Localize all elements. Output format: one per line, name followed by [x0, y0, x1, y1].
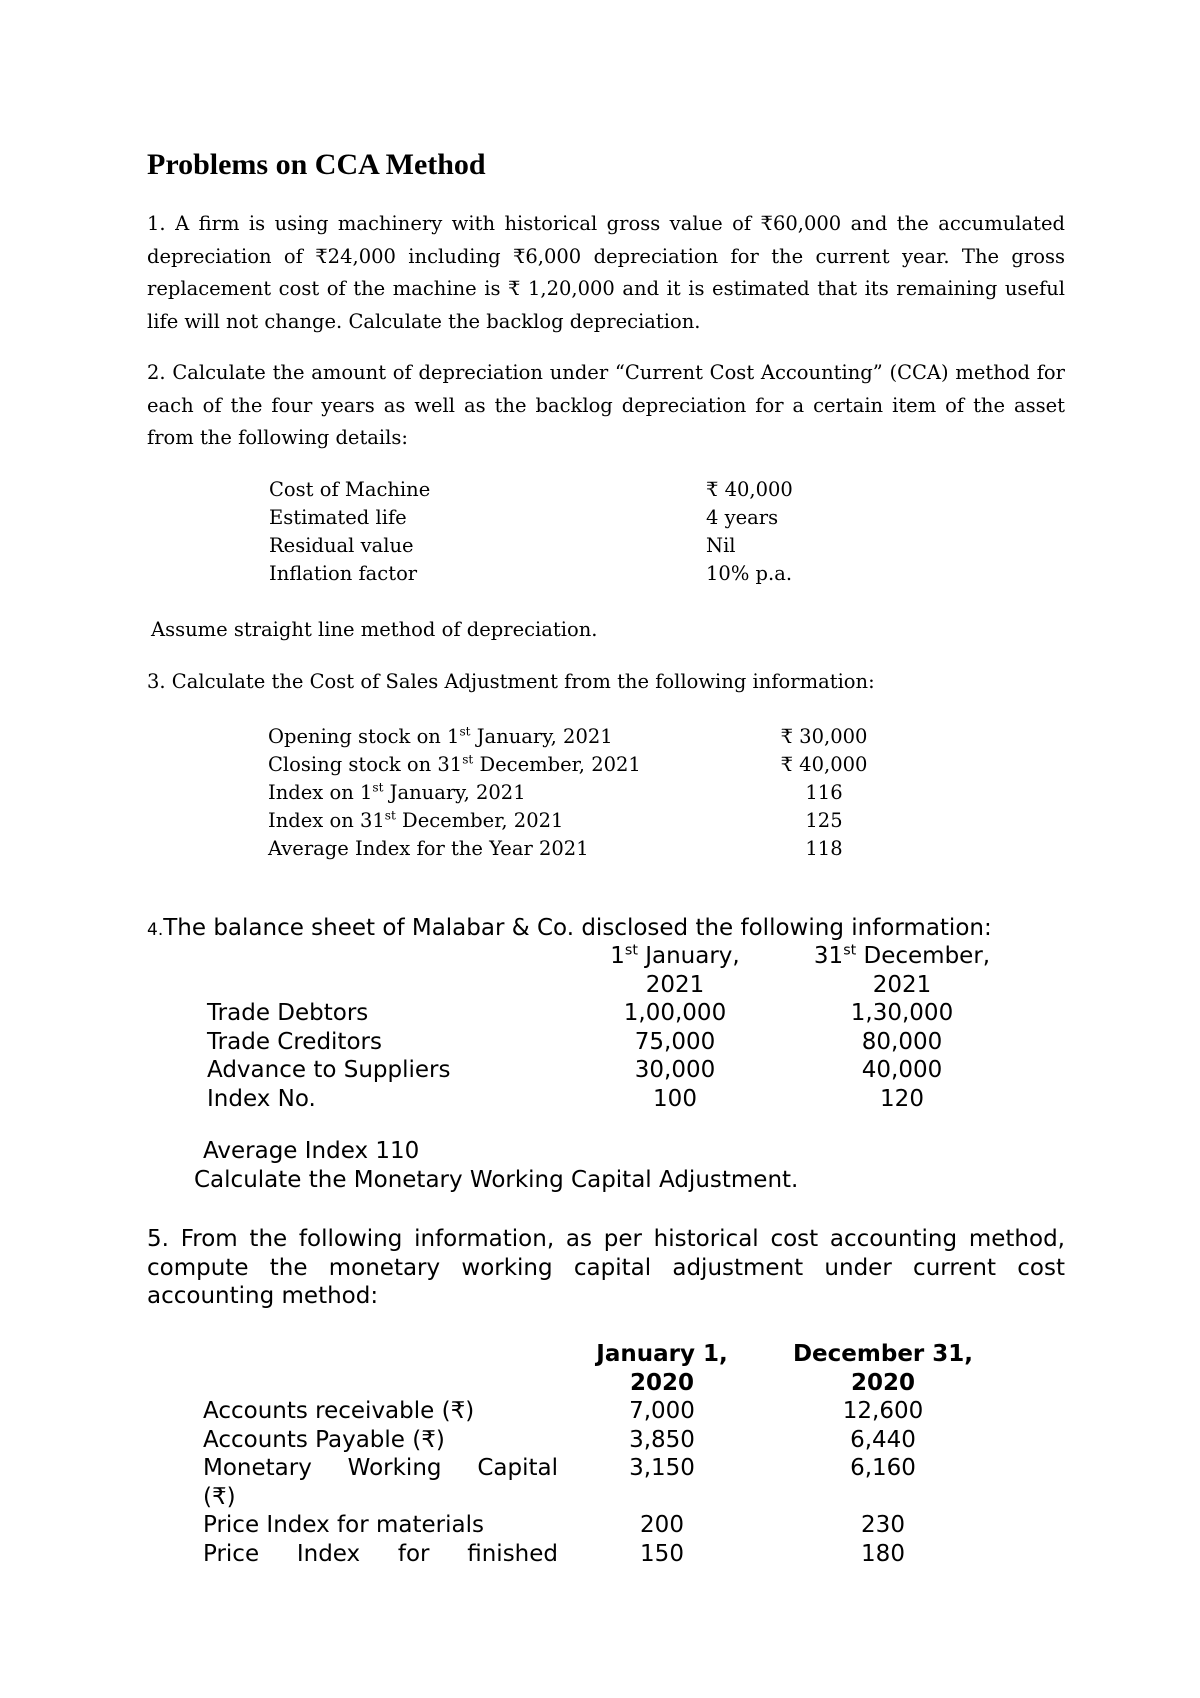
page-title: Problems on CCA Method	[147, 148, 486, 181]
column-header: December 31, 2020	[792, 1341, 974, 1396]
table-row	[268, 751, 888, 779]
detail-value: 125	[805, 809, 843, 832]
detail-value: Nil	[706, 534, 736, 557]
table-row	[268, 835, 888, 863]
table-row	[269, 532, 869, 560]
table-row: Accounts Payable (₹) 3,850 6,440	[203, 1426, 916, 1453]
question-2-details-table	[269, 476, 869, 588]
table-row	[268, 807, 888, 835]
question-4-average-index: Average Index 110	[203, 1138, 420, 1164]
table-row: Index No. 100 120	[207, 1085, 924, 1112]
detail-label: Index on 1st January, 2021	[268, 780, 526, 804]
question-number: 4.	[147, 920, 164, 940]
detail-value: 116	[805, 781, 843, 804]
table-row	[269, 476, 869, 504]
table-row	[269, 504, 869, 532]
table-row: Trade Debtors 1,00,000 1,30,000	[207, 1000, 954, 1026]
detail-label: Opening stock on 1st January, 2021	[268, 724, 613, 748]
table-row: Accounts receivable (₹) 7,000 12,600	[203, 1398, 924, 1424]
question-3-text: 3. Calculate the Cost of Sales Adjustment from the following information:	[147, 670, 875, 693]
question-5-text: 5. From the following information, as per historical cost accounting method, compute the monetary working capital adjustment under current cost accounting method:	[147, 1226, 1065, 1309]
table-row: Price Index for finished 150 180	[203, 1540, 905, 1567]
column-header: 1st January, 2021	[610, 942, 740, 998]
detail-label: Cost of Machine	[269, 478, 431, 501]
detail-label: Index on 31st December, 2021	[268, 808, 564, 832]
question-2-text: 2. Calculate the amount of depreciation under “Current Cost Accounting” (CCA) method for each of the four years as well as the backlog depreciation for a certain item of the asset from the following details:	[147, 361, 1065, 449]
detail-value: 10% p.a.	[706, 562, 793, 585]
table-row: Monetary Working Capital (₹) 3,150 6,160	[203, 1455, 916, 1510]
table-row	[268, 723, 888, 751]
question-1-text: 1. A firm is using machinery with historical gross value of ₹60,000 and the accumulated depreciation of ₹24,000 including ₹6,000 depreciation for the current year. The gross replacement cost of the machine is ₹ 1,20,000 and it is estimated that its remaining useful life will not change. Calculate the backlog depreciation.	[147, 212, 1065, 333]
table-row: Advance to Suppliers 30,000 40,000	[207, 1057, 943, 1083]
detail-label: Closing stock on 31st December, 2021	[268, 752, 641, 776]
table-row	[268, 779, 888, 807]
detail-label: Average Index for the Year 2021	[268, 837, 589, 860]
detail-value: 118	[805, 837, 843, 860]
question-3-details-table	[268, 723, 888, 863]
detail-value: 4 years	[706, 506, 779, 529]
column-header: January 1, 2020	[596, 1341, 728, 1396]
table-row: Price Index for materials 200 230	[203, 1512, 905, 1538]
detail-value: ₹ 30,000	[780, 725, 868, 748]
table-row	[269, 560, 869, 588]
detail-value: ₹ 40,000	[780, 753, 868, 776]
detail-label: Estimated life	[269, 506, 407, 529]
table-row: Trade Creditors 75,000 80,000	[207, 1028, 943, 1055]
detail-value: ₹ 40,000	[706, 478, 793, 501]
detail-label: Residual value	[269, 534, 414, 557]
column-header: 31st December, 2021	[813, 942, 991, 998]
question-4-text: 4.The balance sheet of Malabar & Co. disclosed the following information:	[147, 915, 992, 941]
question-2-note: Assume straight line method of depreciation.	[151, 618, 598, 641]
question-4-instruction: Calculate the Monetary Working Capital Adjustment.	[194, 1167, 799, 1193]
detail-label: Inflation factor	[269, 562, 418, 585]
